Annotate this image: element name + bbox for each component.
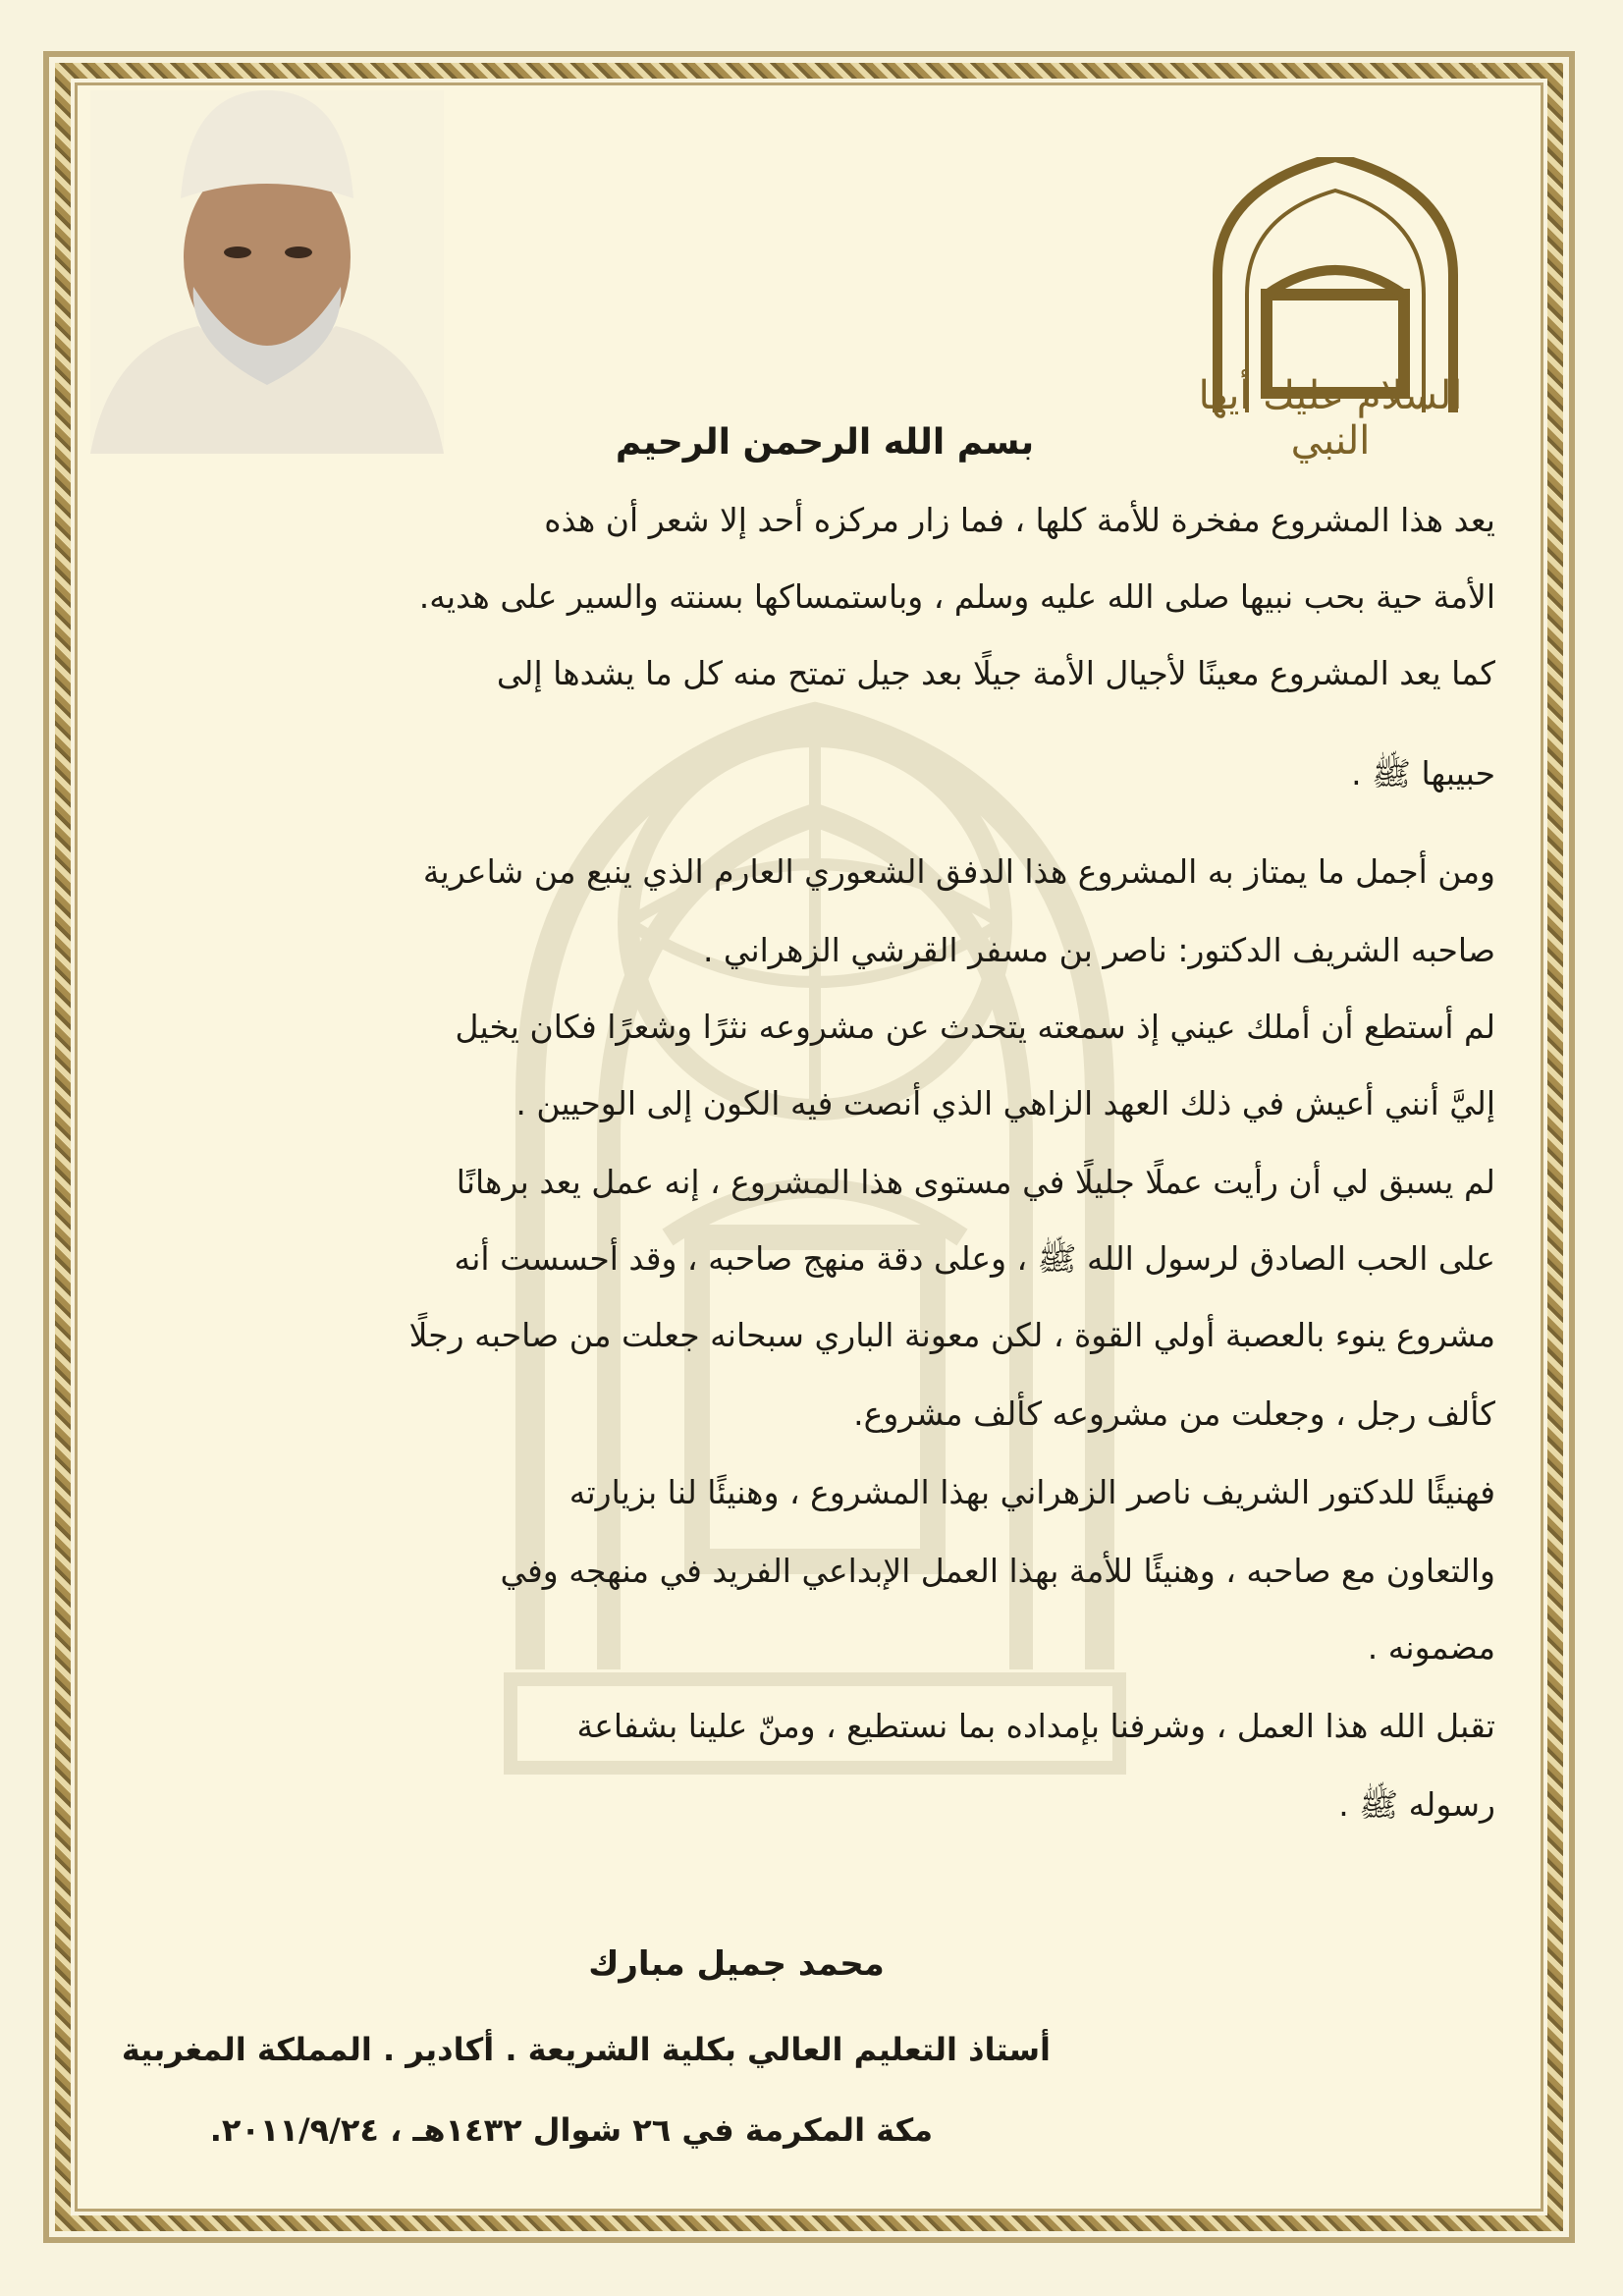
body-line-10: على الحب الصادق لرسول الله ﷺ ، وعلى دقة منهج صاحبه ، وقد أحسست أنه — [454, 1239, 1495, 1278]
body-line-8: إليَّ أنني أعيش في ذلك العهد الزاهي الذي أنصت فيه الكون إلى الوحيين . — [515, 1084, 1495, 1122]
body-line-3: كما يعد المشروع معينًا لأجيال الأمة جيلًا بعد جيل تمتح منه كل ما يشدها إلى — [496, 654, 1495, 692]
body-line-11: مشروع ينوء بالعصبة أولي القوة ، لكن معونة الباري سبحانه جعلت من صاحبه رجلًا — [408, 1316, 1495, 1354]
body-line-2: الأمة حية بحب نبيها صلى الله عليه وسلم ، وباستمساكها بسنته والسير على هديه. — [418, 577, 1495, 616]
body-line-17: رسوله ﷺ . — [1338, 1785, 1495, 1824]
body-line-15: مضمونه . — [1367, 1628, 1495, 1667]
body-line-12: كألف رجل ، وجعلت من مشروعه كألف مشروع. — [853, 1394, 1495, 1433]
body-line-1: يعد هذا المشروع مفخرة للأمة كلها ، فما زار مركزه أحد إلا شعر أن هذه — [544, 501, 1495, 539]
logo-caption: السلام عليك أيها النبي — [1198, 373, 1463, 464]
body-line-4: حبيبها ﷺ . — [1351, 754, 1495, 793]
body-line-7: لم أستطع أن أملك عيني إذ سمعته يتحدث عن مشروعه نثرًا وشعرًا فكان يخيل — [455, 1008, 1495, 1046]
portrait-photo — [90, 90, 444, 454]
body-line-9: لم يسبق لي أن رأيت عملًا جليلًا في مستوى هذا المشروع ، إنه عمل يعد برهانًا — [456, 1163, 1495, 1201]
body-line-16: تقبل الله هذا العمل ، وشرفنا بإمداده بما نستطيع ، ومنّ علينا بشفاعة — [576, 1707, 1495, 1745]
basmala-heading: بسم الله الرحمن الرحيم — [615, 422, 1035, 463]
signature-name: محمد جميل مبارك — [588, 1944, 885, 1984]
signature-date: مكة المكرمة في ٢٦ شوال ١٤٣٢هـ ، ٢٠١١/٩/٢٤. — [209, 2111, 933, 2149]
body-line-14: والتعاون مع صاحبه ، وهنيئًا للأمة بهذا العمل الإبداعي الفريد في منهجه وفي — [500, 1552, 1495, 1590]
signature-title: أستاذ التعليم العالي بكلية الشريعة . أكادير . المملكة المغربية — [121, 2031, 1051, 2068]
body-line-5: ومن أجمل ما يمتاز به المشروع هذا الدفق الشعوري العارم الذي ينبع من شاعرية — [422, 852, 1495, 891]
body-line-13: فهنيئًا للدكتور الشريف ناصر الزهراني بهذا المشروع ، وهنيئًا لنا بزيارته — [568, 1473, 1495, 1511]
body-line-6: صاحبه الشريف الدكتور: ناصر بن مسفر القرشي الزهراني . — [702, 931, 1495, 969]
